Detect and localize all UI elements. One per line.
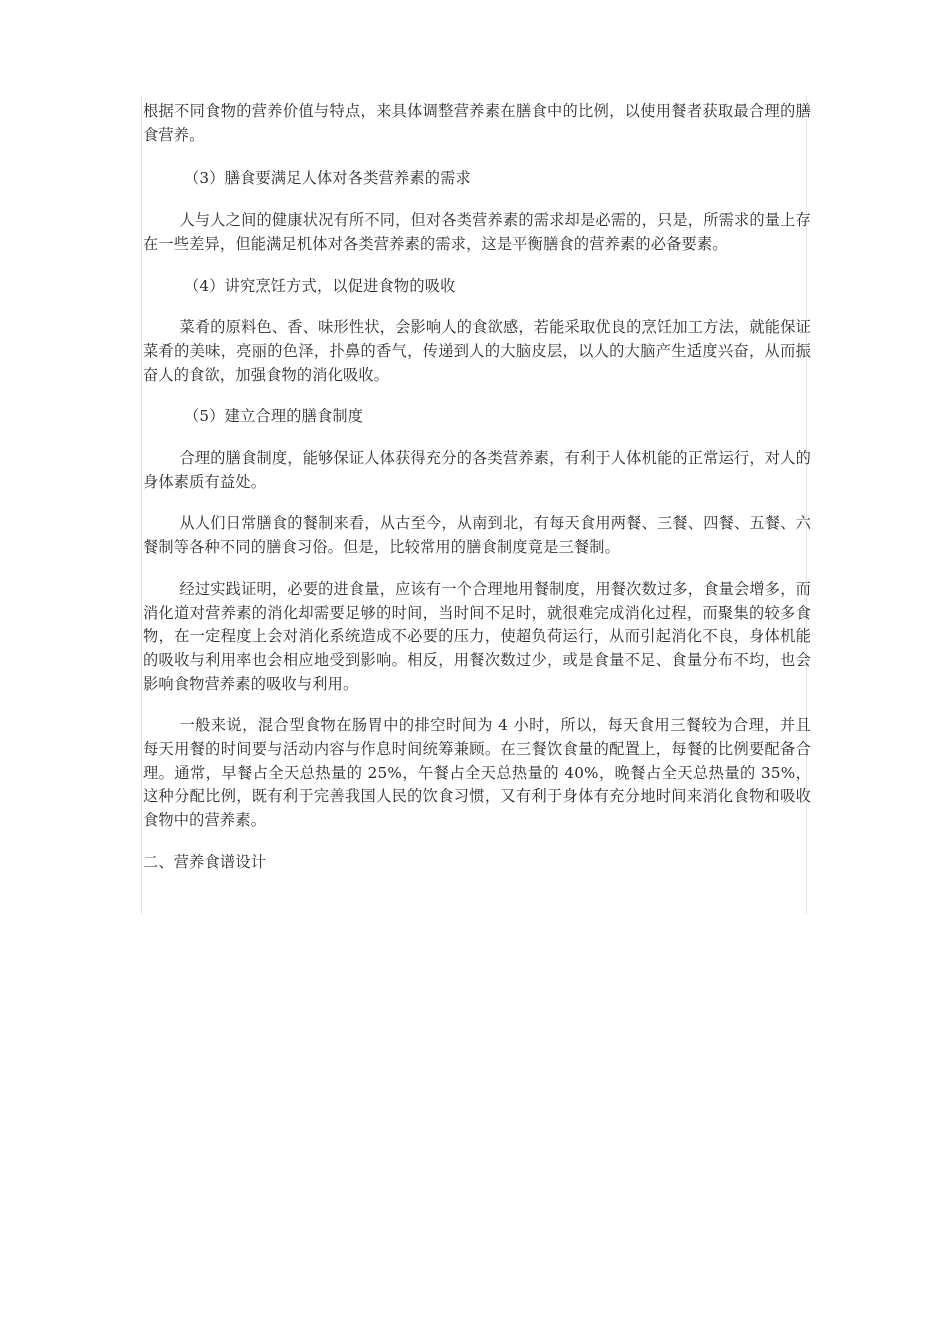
chapter-heading-recipe-design: 二、营养食谱设计 (143, 852, 267, 871)
paragraph-cooking: 菜肴的原料色、香、味形性状，会影响人的食欲感，若能采取优良的烹饪加工方法，就能保证菜肴的美味，亮丽的色泽，扑鼻的香气，传递到人的大脑皮层，以人的大脑产生适度兴奋，从而振奋人的食欲，加强食物的消化吸收。 (143, 318, 811, 384)
paragraph-meal-customs: 从人们日常膳食的餐制来看，从古至今，从南到北，有每天食用两餐、三餐、四餐、五餐、六餐制等各种不同的膳食习俗。但是，比较常用的膳食制度竟是三餐制。 (143, 514, 811, 557)
section-heading-4: （4）讲究烹饪方式，以促进食物的吸收 (184, 276, 456, 295)
paragraph-meal-frequency: 经过实践证明，必要的进食量，应该有一个合理地用餐制度，用餐次数过多，食量会增多，而消化道对营养素的消化却需要足够的时间，当时间不足时，就很难完成消化过程，而聚集的较多食物，在一定程度上会对消化系统造成不必要的压力，使超负荷运行，从而引起消化不良，身体机能的吸收与利用率也会相应地受到影响。相反，用餐次数过少，或是食量不足、食量分布不均，也会影响食物营养素的吸收与利用。 (143, 579, 811, 693)
paragraph-intro: 根据不同食物的营养价值与特点，来具体调整营养素在膳食中的比例，以使用餐者获取最合理的膳食营养。 (143, 102, 811, 144)
paragraph-meal-distribution: 一般来说，混合型食物在肠胃中的排空时间为 4 小时，所以，每天食用三餐较为合理，并且每天用餐的时间要与活动内容与作息时间统筹兼顾。在三餐饮食量的配置上，每餐的比例要配备合理。通常，早餐占全天总热量的 25%，午餐占全天总热量的 40%，晚餐占全天总热量的 35%，这种分配比例，既有利于完善我国人民的饮食习惯，又有利于身体有充分地时间来消化食物和吸收食物中的营养素。 (143, 716, 811, 830)
paragraph-meal-system: 合理的膳食制度，能够保证人体获得充分的各类营养素，有利于人体机能的正常运行，对人的身体素质有益处。 (143, 449, 811, 491)
paragraph-nutrient-needs: 人与人之间的健康状况有所不同，但对各类营养素的需求却是必需的，只是，所需求的量上存在一些差异，但能满足机体对各类营养素的需求，这是平衡膳食的营养素的必备要素。 (143, 211, 811, 253)
section-heading-5: （5）建立合理的膳食制度 (184, 407, 364, 426)
section-heading-3: （3）膳食要满足人体对各类营养素的需求 (184, 169, 471, 188)
document-body (143, 100, 811, 893)
